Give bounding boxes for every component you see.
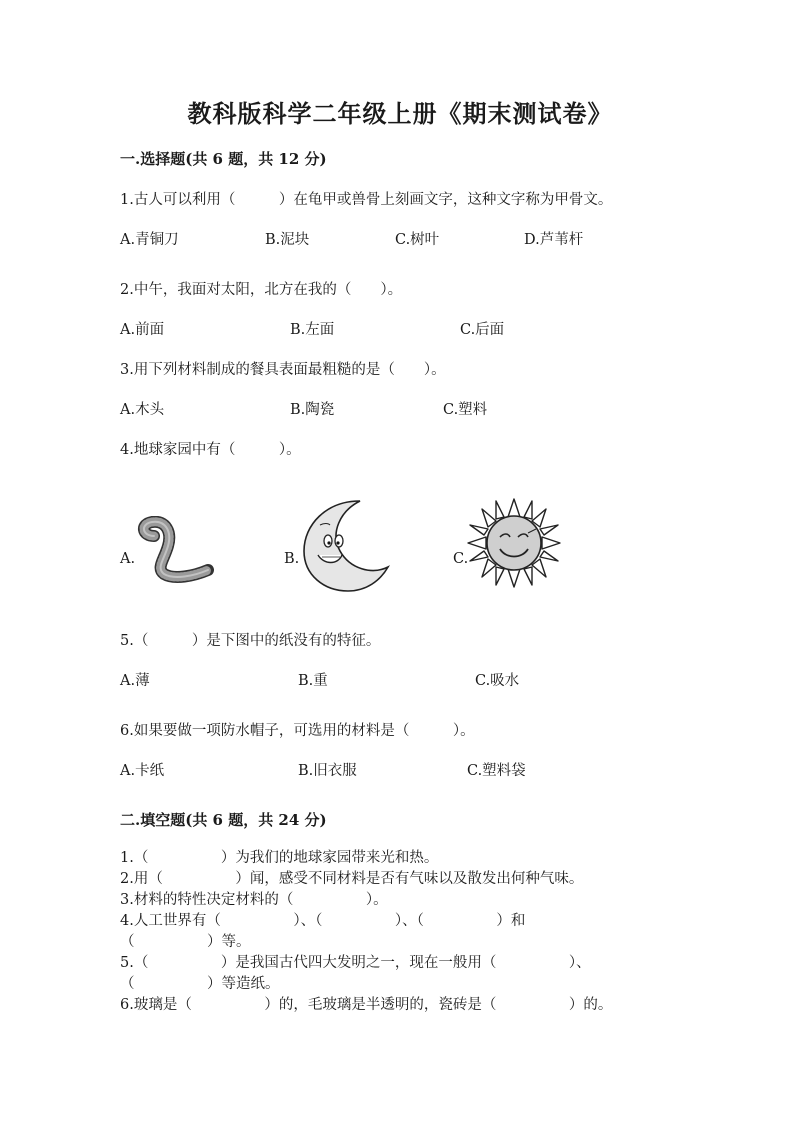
question-6: 6.如果要做一项防水帽子，可选用的材料是（ ）。 (120, 723, 475, 739)
section-heading-choice: 一.选择题(共 6 题，共 12 分) (120, 150, 327, 168)
fill-line-1: 1.（ ）为我们的地球家园带来光和热。 (120, 850, 439, 866)
q4-option-c[interactable]: C. (453, 551, 469, 567)
q3-option-a[interactable]: A.木头 (120, 402, 165, 418)
question-3: 3.用下列材料制成的餐具表面最粗糙的是（ ）。 (120, 362, 446, 378)
q1-option-b[interactable]: B.泥块 (265, 232, 310, 248)
fill-line-5: 5.（ ）是我国古代四大发明之一，现在一般用（ ）、 (120, 955, 591, 971)
fill-line-2: 2.用（ ）闻，感受不同材料是否有气味以及散发出何种气味。 (120, 871, 584, 887)
q4-option-b[interactable]: B. (284, 551, 300, 567)
question-2: 2.中午，我面对太阳，北方在我的（ ）。 (120, 282, 403, 298)
q5-option-c[interactable]: C.吸水 (475, 673, 520, 689)
question-1: 1.古人可以利用（ ）在龟甲或兽骨上刻画文字，这种文字称为甲骨文。 (120, 192, 613, 208)
page-title: 教科版科学二年级上册《期末测试卷》 (187, 99, 613, 128)
section-heading-fill: 二.填空题(共 6 题，共 24 分) (120, 811, 327, 829)
q6-option-a[interactable]: A.卡纸 (120, 763, 165, 779)
q2-option-b[interactable]: B.左面 (290, 322, 335, 338)
fill-line-6: 6.玻璃是（ ）的，毛玻璃是半透明的，瓷砖是（ ）的。 (120, 997, 613, 1013)
q2-option-c[interactable]: C.后面 (460, 322, 505, 338)
sun-face-icon (466, 497, 562, 589)
q3-option-c[interactable]: C.塑料 (443, 402, 488, 418)
q5-option-a[interactable]: A.薄 (120, 673, 150, 689)
q1-option-d[interactable]: D.芦苇杆 (524, 232, 584, 248)
q2-option-a[interactable]: A.前面 (120, 322, 165, 338)
q4-option-a[interactable]: A. (120, 551, 136, 567)
q1-option-c[interactable]: C.树叶 (395, 232, 440, 248)
fill-line-4: 4.人工世界有（ ）、（ ）、（ ）和 (120, 913, 526, 929)
q6-option-b[interactable]: B.旧衣服 (298, 763, 357, 779)
fill-line-4-cont: （ ）等。 (120, 934, 251, 950)
moon-face-icon (298, 495, 398, 595)
question-5: 5.（ ）是下图中的纸没有的特征。 (120, 633, 381, 649)
question-4: 4.地球家园中有（ ）。 (120, 442, 301, 458)
q3-option-b[interactable]: B.陶瓷 (290, 402, 335, 418)
earthworm-icon (136, 516, 216, 588)
fill-line-5-cont: （ ）等造纸。 (120, 976, 280, 992)
q5-option-b[interactable]: B.重 (298, 673, 328, 689)
q6-option-c[interactable]: C.塑料袋 (467, 763, 526, 779)
fill-line-3: 3.材料的特性决定材料的（ ）。 (120, 892, 388, 908)
q1-option-a[interactable]: A.青铜刀 (120, 232, 179, 248)
